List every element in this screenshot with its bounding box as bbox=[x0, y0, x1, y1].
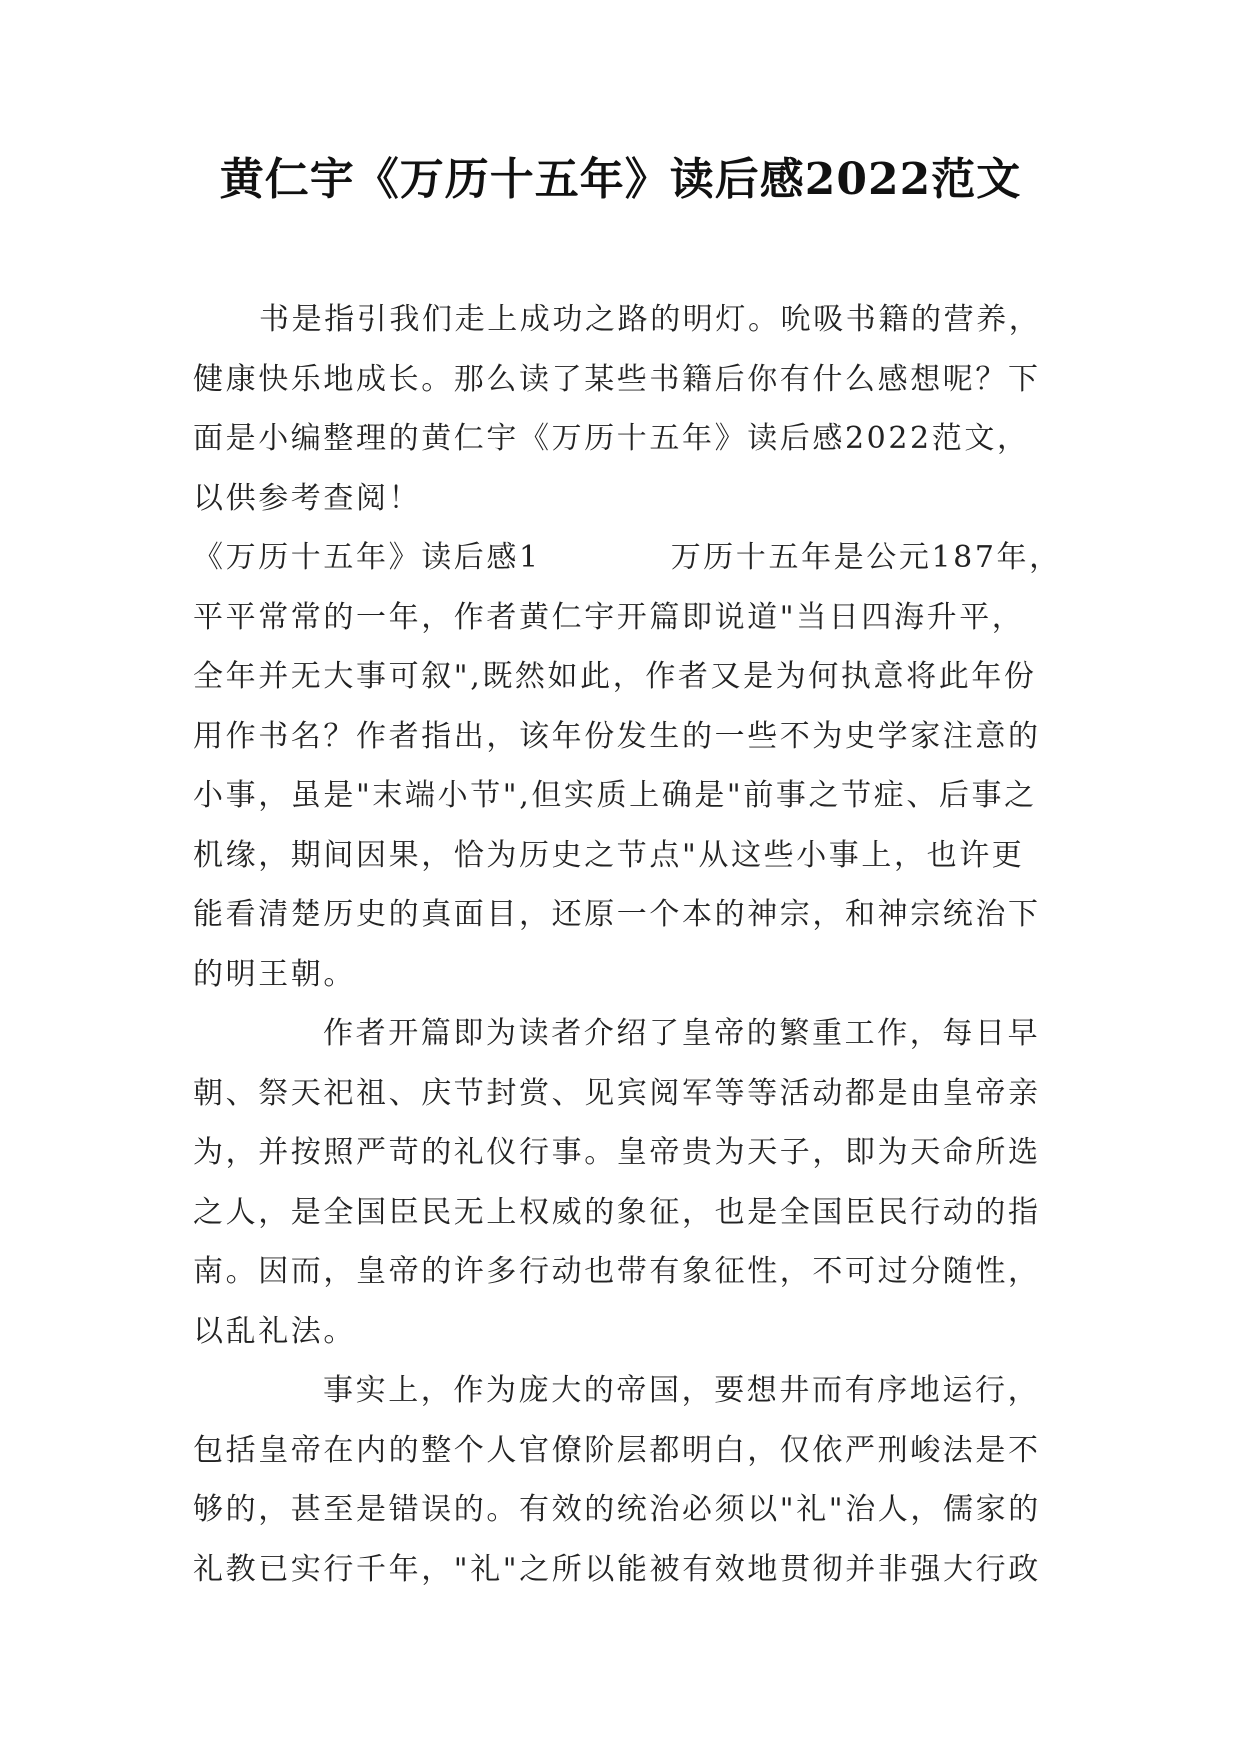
paragraph-line: 平平常常的一年，作者黄仁宇开篇即说道"当日四海升平， bbox=[193, 599, 1025, 635]
paragraph-line: 作者开篇即为读者介绍了皇帝的繁重工作，每日早 bbox=[323, 1016, 1041, 1051]
paragraph-line: 礼教已实行千年，"礼"之所以能被有效地贯彻并非强大行政 bbox=[193, 1551, 1041, 1587]
paragraph-line: 朝、祭天祀祖、庆节封赏、见宾阅军等等活动都是由皇帝亲 bbox=[193, 1075, 1041, 1111]
paragraph-line: 能看清楚历史的真面目，还原一个本的神宗，和神宗统治下 bbox=[193, 897, 1041, 932]
paragraph-line: 小事，虽是"末端小节",但实质上确是"前事之节症、后事之 bbox=[193, 778, 1037, 813]
document-body bbox=[193, 290, 1073, 1599]
paragraph-line: 全年并无大事可叙",既然如此，作者又是为何执意将此年份 bbox=[193, 659, 1037, 694]
paragraph-line: 事实上，作为庞大的帝国，要想井而有序地运行， bbox=[323, 1373, 1041, 1408]
document-title: 黄仁宇《万历十五年》读后感2022范文 bbox=[219, 154, 1022, 205]
paragraph-line: 健康快乐地成长。那么读了某些书籍后你有什么感想呢？下 bbox=[193, 361, 1041, 397]
paragraph-line: 的明王朝。 bbox=[193, 956, 356, 992]
paragraph-line: 之人，是全国臣民无上权威的象征，也是全国臣民行动的指 bbox=[193, 1194, 1041, 1230]
paragraph-line: 为，并按照严苛的礼仪行事。皇帝贵为天子，即为天命所选 bbox=[193, 1135, 1041, 1170]
section-heading: 《万历十五年》读后感1 bbox=[193, 540, 541, 575]
paragraph-line: 以乱礼法。 bbox=[193, 1313, 356, 1349]
paragraph-line: 南。因而，皇帝的许多行动也带有象征性，不可过分随性， bbox=[193, 1254, 1041, 1289]
paragraph-line: 书是指引我们走上成功之路的明灯。吮吸书籍的营养， bbox=[259, 302, 1042, 337]
paragraph-line: 万历十五年是公元187年， bbox=[670, 540, 1062, 575]
paragraph-line: 包括皇帝在内的整个人官僚阶层都明白，仅依严刑峻法是不 bbox=[193, 1432, 1041, 1468]
paragraph-line: 够的，甚至是错误的。有效的统治必须以"礼"治人，儒家的 bbox=[193, 1492, 1041, 1527]
section-heading-line bbox=[193, 528, 1073, 588]
paragraph-line: 机缘，期间因果，恰为历史之节点"从这些小事上，也许更 bbox=[193, 837, 1025, 873]
paragraph-line: 以供参考查阅！ bbox=[193, 480, 422, 516]
paragraph-line: 面是小编整理的黄仁宇《万历十五年》读后感2022范文， bbox=[193, 421, 1030, 456]
paragraph-line: 用作书名？作者指出，该年份发生的一些不为史学家注意的 bbox=[193, 718, 1041, 754]
